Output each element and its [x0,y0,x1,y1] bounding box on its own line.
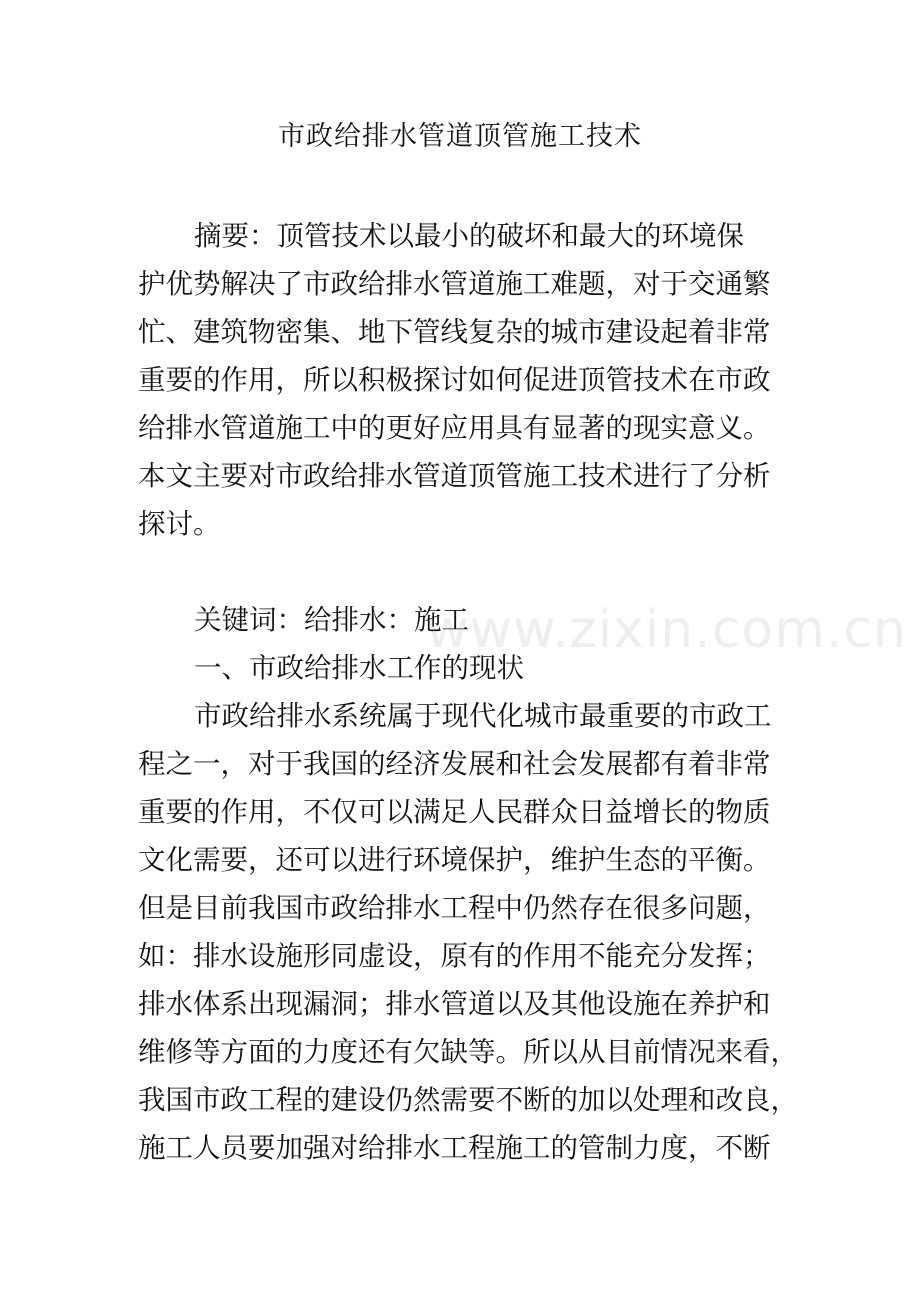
abstract-line: 重要的作用，所以积极探讨如何促进顶管技术在市政 [138,364,771,396]
abstract-line: 给排水管道施工中的更好应用具有显著的现实意义。 [138,412,771,444]
abstract-line: 本文主要对市政给排水管道顶管施工技术进行了分析 [138,460,771,492]
body-line: 如：排水设施形同虚设，原有的作用不能充分发挥； [138,940,771,972]
abstract-line: 探讨。 [138,508,221,540]
body-line: 施工人员要加强对给排水工程施工的管制力度，不断 [138,1132,771,1164]
body-line: 但是目前我国市政给排水工程中仍然存在很多问题， [138,892,771,924]
body-line: 文化需要，还可以进行环境保护，维护生态的平衡。 [138,844,771,876]
abstract-line: 摘要：顶管技术以最小的破坏和最大的环境保 [194,220,744,252]
keywords-line: 关键词：给排水：施工 [194,604,469,636]
abstract-line: 护优势解决了市政给排水管道施工难题，对于交通繁 [138,268,771,300]
abstract-line: 忙、建筑物密集、地下管线复杂的城市建设起着非常 [138,316,771,348]
watermark: www.zixin.com.cn [426,600,907,660]
body-line: 维修等方面的力度还有欠缺等。所以从目前情况来看， [138,1036,798,1068]
body-line: 排水体系出现漏洞；排水管道以及其他设施在养护和 [138,988,771,1020]
body-line: 程之一，对于我国的经济发展和社会发展都有着非常 [138,748,771,780]
section-heading: 一、市政给排水工作的现状 [194,652,524,684]
body-line: 我国市政工程的建设仍然需要不断的加以处理和改良， [138,1084,798,1116]
body-line: 重要的作用，不仅可以满足人民群众日益增长的物质 [138,796,771,828]
document-title: 市政给排水管道顶管施工技术 [278,121,642,152]
body-line: 市政给排水系统属于现代化城市最重要的市政工 [194,700,772,732]
